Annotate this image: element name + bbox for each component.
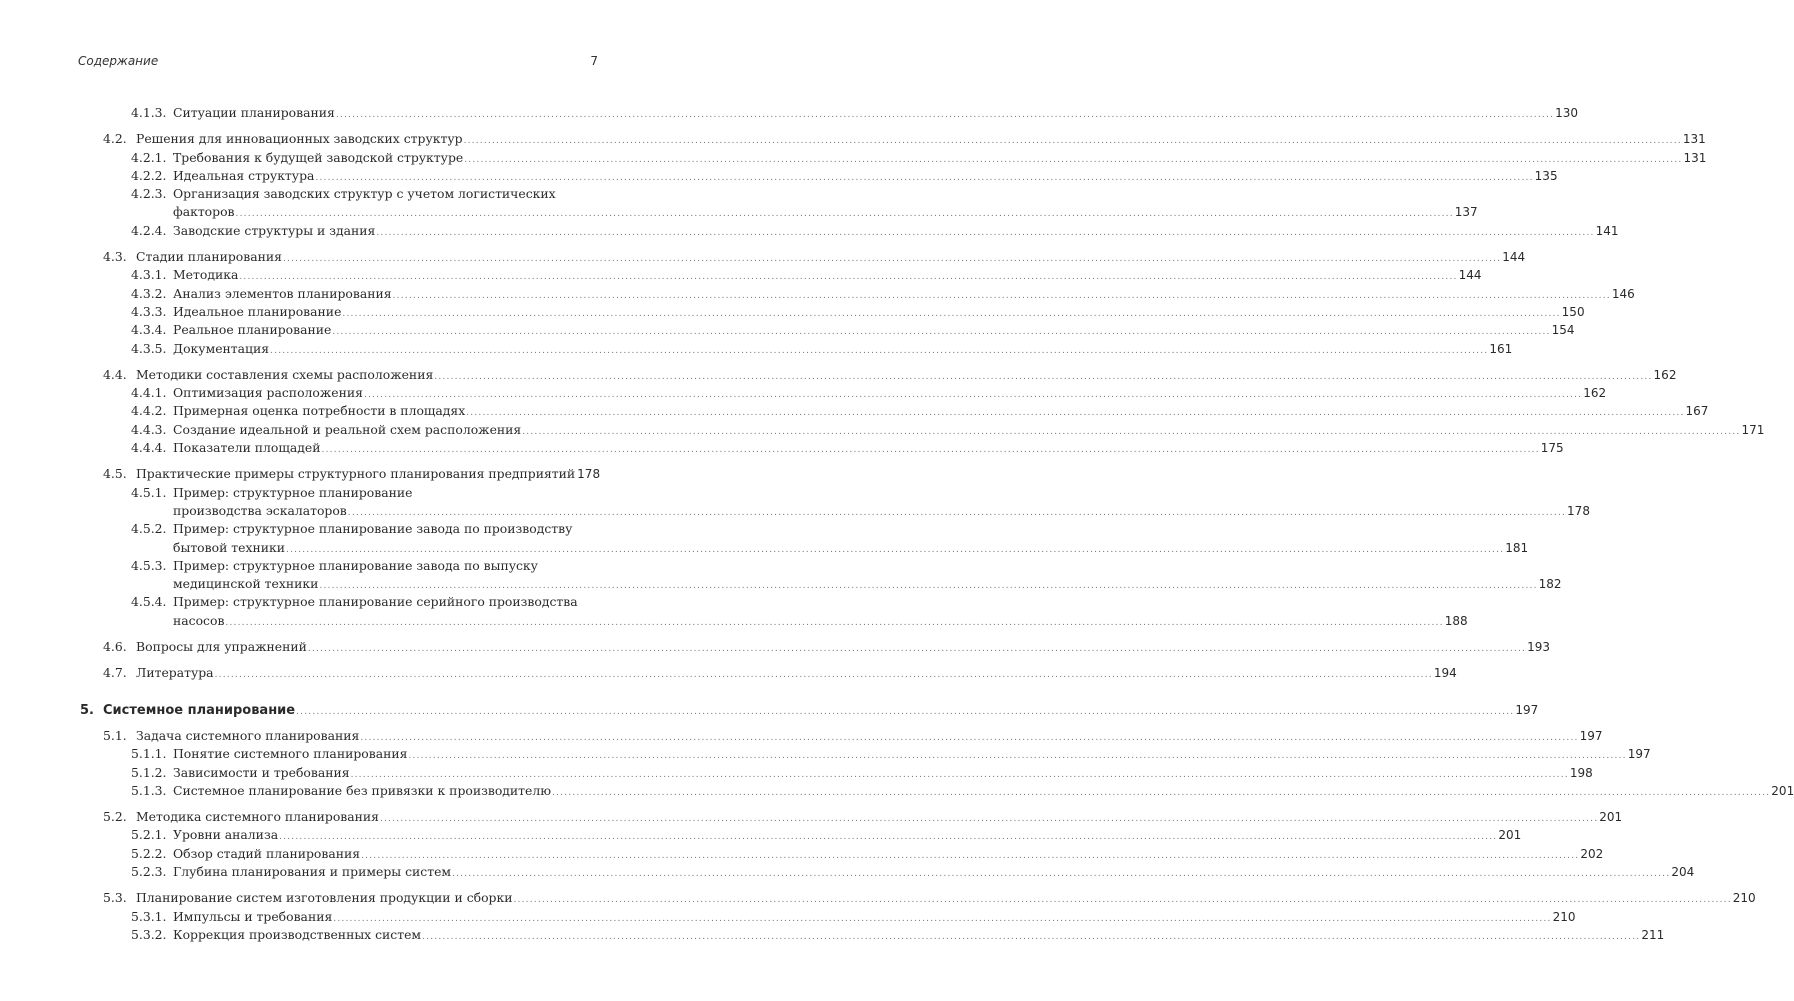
toc-entry-title[interactable]: Пример: структурное планирование: [173, 484, 413, 500]
toc-entry[interactable]: [78, 727, 1603, 745]
toc-entry-page[interactable]: 197: [1579, 728, 1603, 743]
toc-entry-title[interactable]: Решения для инновационных заводских структур: [136, 131, 463, 147]
toc-entry-page[interactable]: 201: [1599, 810, 1623, 825]
toc-entry-number: 4.2.1.: [131, 149, 167, 165]
toc-entry-line: [78, 520, 598, 538]
toc-entry-number: 4.4.2.: [131, 403, 167, 419]
toc-entry-number: 4.4.: [103, 366, 127, 382]
toc-entry-line: [78, 384, 1607, 402]
toc-entry-number: 4.2.: [103, 131, 127, 147]
toc-entry-page[interactable]: 130: [1555, 106, 1578, 120]
toc-entry-number: 4.5.1.: [131, 484, 167, 500]
toc-entry-page[interactable]: 211: [1641, 927, 1665, 942]
toc-entry-title[interactable]: Уровни анализа: [173, 827, 279, 843]
dot-leader: ............................................................................................................................................................................................................................................................................................................: [452, 868, 1671, 879]
toc-entry-title[interactable]: Понятие системного планирования: [173, 746, 408, 762]
toc-entry-page[interactable]: 167: [1685, 404, 1709, 419]
toc-entry[interactable]: [78, 764, 1593, 782]
toc-entry-page[interactable]: 141: [1595, 223, 1619, 238]
toc-entry-page[interactable]: 154: [1551, 323, 1575, 338]
toc-entry-line: [78, 266, 1482, 284]
toc-entry-number: 4.3.1.: [131, 267, 167, 283]
toc-entry-line: [78, 889, 1756, 907]
dot-leader: ............................................................................................................................................................................................................................................................................................................: [296, 706, 1515, 717]
toc-entry-line: [78, 638, 1551, 656]
toc-entry-title[interactable]: Ситуации планирования: [173, 105, 335, 120]
dot-leader: ............................................................................................................................................................................................................................................................................................................: [225, 617, 1444, 628]
toc-entry-title[interactable]: насосов: [173, 612, 225, 628]
dot-leader: ............................................................................................................................................................................................................................................................................................................: [319, 581, 1538, 592]
toc-entry[interactable]: [78, 863, 1695, 881]
toc-entry-title[interactable]: Вопросы для упражнений: [136, 639, 307, 655]
toc-entry[interactable]: [78, 593, 1468, 630]
toc-entry-page[interactable]: 194: [1433, 666, 1457, 681]
toc-entry[interactable]: [78, 638, 1551, 656]
dot-leader: ............................................................................................................................................................................................................................................................................................................: [333, 913, 1552, 924]
toc-entry-line: [78, 502, 1590, 520]
toc-entry-number: 4.2.2.: [131, 167, 167, 183]
dot-leader: ............................................................................................................................................................................................................................................................................................................: [350, 769, 1569, 780]
toc-entry-page[interactable]: 197: [1627, 747, 1651, 762]
toc-entry-line: [78, 782, 1794, 800]
toc-entry[interactable]: [78, 484, 1590, 521]
toc-entry-title[interactable]: Планирование систем изготовления продукции и сборки: [136, 890, 513, 906]
toc-entry-line: [78, 826, 1522, 844]
toc-entry-line: [78, 539, 1529, 557]
toc-entry-page[interactable]: 135: [1534, 168, 1558, 183]
toc-entry[interactable]: [78, 889, 1756, 907]
toc-entry-title[interactable]: Анализ элементов планирования: [173, 285, 392, 301]
toc-entry[interactable]: [78, 167, 1558, 185]
toc-entry-number: 5.3.1.: [131, 908, 167, 924]
dot-leader: ............................................................................................................................................................................................................................................................................................................: [361, 850, 1580, 861]
toc-entry-title[interactable]: Требования к будущей заводской структуре: [173, 149, 464, 165]
toc-entry-number: 4.5.2.: [131, 521, 167, 537]
toc-entry-title[interactable]: Реальное планирование: [173, 322, 332, 338]
toc-entry[interactable]: [78, 908, 1576, 926]
toc-entry-line: [78, 185, 598, 203]
toc-entry-line: [78, 366, 1677, 384]
toc-entry[interactable]: [78, 402, 1709, 420]
toc-entry-title[interactable]: Методика системного планирования: [136, 809, 379, 825]
toc-entry-line: [78, 104, 1578, 122]
toc-entry[interactable]: [78, 185, 1478, 222]
toc-entry-title[interactable]: Создание идеальной и реальной схем расположения: [173, 421, 522, 437]
toc-entry-line: [78, 439, 1564, 457]
toc-entry-number: 4.2.4.: [131, 222, 167, 238]
toc-entry[interactable]: [78, 384, 1607, 402]
toc-entry[interactable]: [78, 701, 1539, 719]
toc-entry-number: 5.1.: [103, 727, 127, 743]
toc-entry-page[interactable]: 202: [1580, 846, 1604, 861]
toc-entry-line: [78, 421, 1765, 439]
toc-entry-line: [78, 465, 601, 483]
table-of-contents: [78, 104, 1794, 944]
toc-entry-page[interactable]: 171: [1741, 422, 1765, 437]
dot-leader: ............................................................................................................................................................................................................................................................................................................: [522, 426, 1741, 437]
toc-entry-title[interactable]: Заводские структуры и здания: [173, 222, 376, 238]
running-header-title: Содержание: [78, 54, 159, 68]
dot-leader: ............................................................................................................................................................................................................................................................................................................: [342, 308, 1561, 319]
toc-entry[interactable]: [78, 149, 1707, 167]
toc-entry-title[interactable]: Коррекция производственных систем: [173, 926, 422, 942]
toc-entry-title[interactable]: Обзор стадий планирования: [173, 845, 361, 861]
toc-entry-title[interactable]: Литература: [136, 665, 214, 681]
toc-entry-page[interactable]: 162: [1583, 386, 1607, 401]
toc-entry-page[interactable]: 175: [1540, 441, 1564, 456]
toc-entry-number: 4.3.: [103, 249, 127, 265]
toc-entry-line: [78, 557, 598, 575]
toc-entry-title[interactable]: медицинской техники: [173, 576, 319, 592]
toc-entry-page[interactable]: 197: [1515, 702, 1539, 717]
toc-entry-line: [78, 222, 1619, 240]
toc-entry-title[interactable]: Показатели площадей: [173, 440, 321, 456]
dot-leader: ............................................................................................................................................................................................................................................................................................................: [307, 644, 1527, 655]
toc-entry-page[interactable]: 198: [1569, 765, 1593, 780]
toc-entry-line: [78, 664, 1457, 682]
dot-leader: ............................................................................................................................................................................................................................................................................................................: [214, 670, 1433, 681]
dot-leader: ............................................................................................................................................................................................................................................................................................................: [270, 345, 1489, 356]
dot-leader: ............................................................................................................................................................................................................................................................................................................: [376, 227, 1595, 238]
dot-leader: ............................................................................................................................................................................................................................................................................................................: [422, 931, 1641, 942]
toc-entry-title[interactable]: Примерная оценка потребности в площадях: [173, 403, 466, 419]
toc-entry-number: 4.7.: [103, 665, 127, 681]
toc-entry-line: [78, 203, 1478, 221]
toc-entry-number: 5.1.3.: [131, 782, 167, 798]
dot-leader: ............................................................................................................................................................................................................................................................................................................: [513, 895, 1732, 906]
toc-entry-title[interactable]: Документация: [173, 340, 270, 356]
toc-entry-number: 4.6.: [103, 639, 127, 655]
dot-leader: ............................................................................................................................................................................................................................................................................................................: [360, 732, 1579, 743]
toc-entry-line: [78, 340, 1513, 358]
toc-entry-page[interactable]: 161: [1489, 341, 1513, 356]
toc-entry-line: [78, 321, 1575, 339]
toc-entry-line: [78, 612, 1468, 630]
toc-entry-page[interactable]: 137: [1454, 205, 1478, 220]
toc-entry-title[interactable]: Зависимости и требования: [173, 764, 350, 780]
dot-leader: ............................................................................................................................................................................................................................................................................................................: [380, 814, 1599, 825]
toc-entry-number: 5.2.2.: [131, 845, 167, 861]
toc-entry-page[interactable]: 193: [1527, 640, 1551, 655]
toc-entry-line: [78, 908, 1576, 926]
toc-entry-number: 4.3.5.: [131, 340, 167, 356]
toc-entry-page[interactable]: 201: [1498, 828, 1522, 843]
toc-entry-title[interactable]: Практические примеры структурного планирования предприятий: [136, 466, 576, 482]
toc-entry-line: [78, 727, 1603, 745]
dot-leader: ............................................................................................................................................................................................................................................................................................................: [285, 544, 1505, 555]
dot-leader: ............................................................................................................................................................................................................................................................................................................: [235, 209, 1454, 220]
toc-entry-title[interactable]: Пример: структурное планирование серийного производства: [173, 594, 578, 610]
toc-entry-number: 4.3.3.: [131, 303, 167, 319]
toc-entry-line: [78, 745, 1651, 763]
toc-entry[interactable]: [78, 808, 1623, 826]
toc-entry-title[interactable]: Системное планирование без привязки к производителю: [173, 782, 552, 798]
toc-entry-number: 5.3.: [103, 890, 127, 906]
toc-entry-title[interactable]: Оптимизация расположения: [173, 385, 363, 401]
toc-entry-page[interactable]: 146: [1611, 286, 1635, 301]
toc-entry-page[interactable]: 162: [1653, 367, 1677, 382]
toc-entry[interactable]: [78, 745, 1651, 763]
toc-entry-page[interactable]: 150: [1561, 304, 1585, 319]
dot-leader: ............................................................................................................................................................................................................................................................................................................: [279, 832, 1498, 843]
toc-entry-title[interactable]: Методики составления схемы расположения: [136, 366, 434, 382]
toc-entry-title[interactable]: факторов: [173, 204, 235, 220]
toc-entry[interactable]: [78, 421, 1765, 439]
toc-entry-title[interactable]: бытовой техники: [173, 539, 285, 555]
toc-entry-line: [78, 863, 1695, 881]
toc-entry-number: 4.1.3.: [131, 105, 167, 120]
toc-entry[interactable]: [78, 248, 1526, 266]
toc-entry-line: [78, 575, 1562, 593]
toc-entry-title[interactable]: Импульсы и требования: [173, 908, 333, 924]
dot-leader: ............................................................................................................................................................................................................................................................................................................: [434, 371, 1653, 382]
toc-entry-page[interactable]: 210: [1552, 909, 1576, 924]
toc-entry[interactable]: [78, 366, 1677, 384]
toc-entry-number: 5.2.1.: [131, 827, 167, 843]
dot-leader: ............................................................................................................................................................................................................................................................................................................: [552, 787, 1771, 798]
toc-entry[interactable]: [78, 826, 1522, 844]
toc-entry-page[interactable]: 131: [1683, 150, 1707, 165]
toc-entry[interactable]: [78, 782, 1794, 800]
toc-entry-page[interactable]: 178: [577, 467, 601, 482]
dot-leader: ............................................................................................................................................................................................................................................................................................................: [282, 254, 1502, 265]
dot-leader: ............................................................................................................................................................................................................................................................................................................: [363, 390, 1583, 401]
toc-entry-title[interactable]: Задача системного планирования: [136, 727, 360, 743]
running-header: [78, 54, 598, 72]
toc-entry-line: [78, 149, 1707, 167]
toc-entry-line: [78, 248, 1526, 266]
toc-entry-line: [78, 926, 1665, 944]
toc-entry[interactable]: [78, 520, 1529, 557]
toc-entry-number: 5.2.3.: [131, 863, 167, 879]
toc-entry-page[interactable]: 144: [1458, 268, 1482, 283]
toc-entry-line: [78, 808, 1623, 826]
dot-leader: ............................................................................................................................................................................................................................................................................................................: [408, 751, 1627, 762]
toc-entry[interactable]: [78, 104, 1578, 122]
dot-leader: ............................................................................................................................................................................................................................................................................................................: [315, 172, 1534, 183]
toc-entry-title[interactable]: Организация заводских структур с учетом логистических: [173, 186, 556, 202]
dot-leader: ............................................................................................................................................................................................................................................................................................................: [464, 154, 1683, 165]
toc-entry[interactable]: [78, 340, 1513, 358]
toc-entry-title[interactable]: Системное планирование: [103, 702, 296, 718]
toc-entry-line: [78, 701, 1539, 719]
toc-entry-number: 4.3.4.: [131, 322, 167, 338]
toc-entry-number: 5.1.2.: [131, 764, 167, 780]
toc-entry-title[interactable]: Идеальная структура: [173, 167, 315, 183]
toc-entry-number: 4.5.3.: [131, 557, 167, 573]
toc-entry-page[interactable]: 188: [1444, 613, 1468, 628]
toc-entry[interactable]: [78, 439, 1564, 457]
toc-entry-line: [78, 167, 1558, 185]
toc-entry[interactable]: [78, 303, 1585, 321]
toc-entry-title[interactable]: Пример: структурное планирование завода по выпуску: [173, 557, 538, 573]
toc-entry-page[interactable]: 144: [1502, 250, 1526, 265]
toc-entry-number: 4.4.3.: [131, 421, 167, 437]
toc-entry-number: 5.3.2.: [131, 926, 167, 942]
dot-leader: ............................................................................................................................................................................................................................................................................................................: [347, 507, 1567, 518]
toc-entry[interactable]: [78, 664, 1457, 682]
toc-entry-title[interactable]: Методика: [173, 267, 239, 283]
dot-leader: ............................................................................................................................................................................................................................................................................................................: [239, 272, 1458, 283]
toc-entry[interactable]: [78, 222, 1619, 240]
toc-entry-line: [78, 402, 1709, 420]
dot-leader: ............................................................................................................................................................................................................................................................................................................: [332, 327, 1551, 338]
toc-entry-title[interactable]: Пример: структурное планирование завода по производству: [173, 521, 573, 537]
toc-entry[interactable]: [78, 926, 1665, 944]
toc-entry[interactable]: [78, 465, 601, 483]
toc-entry-number: 4.4.1.: [131, 385, 167, 401]
dot-leader: ............................................................................................................................................................................................................................................................................................................: [392, 290, 1611, 301]
page-number: 7: [590, 54, 598, 68]
toc-entry-page[interactable]: 178: [1567, 503, 1590, 518]
toc-entry[interactable]: [78, 845, 1604, 863]
toc-entry-title[interactable]: Идеальное планирование: [173, 303, 342, 319]
dot-leader: ............................................................................................................................................................................................................................................................................................................: [335, 110, 1555, 120]
toc-entry-line: [78, 764, 1593, 782]
toc-entry-page[interactable]: 210: [1732, 891, 1756, 906]
toc-entry[interactable]: [78, 321, 1575, 339]
toc-entry-page[interactable]: 201: [1771, 783, 1794, 798]
toc-entry-title[interactable]: производства эскалаторов: [173, 502, 347, 518]
toc-entry[interactable]: [78, 557, 1562, 594]
toc-entry-line: [78, 484, 598, 502]
dot-leader: ............................................................................................................................................................................................................................................................................................................: [466, 408, 1685, 419]
toc-entry-line: [78, 593, 598, 611]
toc-entry-line: [78, 845, 1604, 863]
toc-entry-page[interactable]: 182: [1538, 577, 1562, 592]
toc-entry[interactable]: [78, 130, 1706, 148]
toc-entry-title[interactable]: Стадии планирования: [136, 249, 282, 265]
toc-entry-page[interactable]: 181: [1505, 540, 1529, 555]
toc-entry-page[interactable]: 204: [1671, 864, 1695, 879]
toc-entry-number: 4.5.: [103, 466, 127, 482]
toc-entry-number: 4.3.2.: [131, 285, 167, 301]
toc-entry-title[interactable]: Глубина планирования и примеры систем: [173, 863, 452, 879]
toc-entry[interactable]: [78, 285, 1635, 303]
dot-leader: ............................................................................................................................................................................................................................................................................................................: [321, 445, 1540, 456]
dot-leader: ............................................................................................................................................................................................................................................................................................................: [463, 136, 1682, 147]
toc-entry-number: 4.5.4.: [131, 594, 167, 610]
toc-entry[interactable]: [78, 266, 1482, 284]
toc-entry-number: 5.2.: [103, 809, 127, 825]
toc-entry-number: 5.: [80, 702, 94, 718]
toc-entry-line: [78, 285, 1635, 303]
toc-entry-line: [78, 130, 1706, 148]
toc-entry-number: 4.4.4.: [131, 440, 167, 456]
toc-entry-number: 5.1.1.: [131, 746, 167, 762]
toc-entry-line: [78, 303, 1585, 321]
toc-entry-page[interactable]: 131: [1682, 132, 1706, 147]
toc-entry-number: 4.2.3.: [131, 186, 167, 202]
